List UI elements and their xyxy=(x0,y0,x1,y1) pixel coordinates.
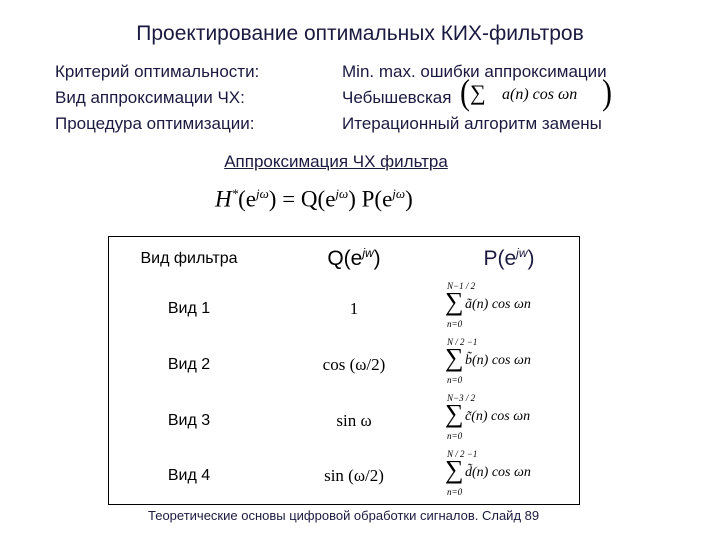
formula-exp-1: jω xyxy=(256,186,269,201)
sum-term: c̃(n) cos ωn xyxy=(465,409,531,424)
filter-p xyxy=(439,449,580,505)
filter-q: sin (ω/2) xyxy=(324,466,384,486)
chebyshev-formula xyxy=(460,72,612,113)
filter-q: cos (ω/2) xyxy=(322,354,386,374)
slide-footer: Теоретические основы цифровой обработки сигналов. Слайд 89 xyxy=(148,508,540,523)
formula-lhs: H xyxy=(215,186,232,212)
sum-symbol: ∑ xyxy=(470,80,486,105)
table-row xyxy=(109,337,580,393)
sum-upper-limit: N−1 / 2 xyxy=(447,281,476,291)
table-row xyxy=(109,393,580,449)
main-formula xyxy=(215,186,413,213)
close-paren: ) xyxy=(602,72,612,113)
criterion-label-3: Процедура оптимизации: xyxy=(55,114,255,133)
sum-upper-limit: N−3 / 2 xyxy=(447,393,476,403)
table-row xyxy=(109,281,580,337)
open-paren: ( xyxy=(460,72,470,113)
sum-icon: ∑ xyxy=(445,454,464,484)
section-subtitle: Аппроксимация ЧХ фильтра xyxy=(224,152,448,171)
filter-p xyxy=(439,393,580,449)
sum-icon: ∑ xyxy=(445,343,464,372)
header-filter-type: Вид фильтра xyxy=(140,249,238,267)
formula-exp-3: jω xyxy=(392,186,406,201)
sum-lower-limit: n=0 xyxy=(447,375,463,385)
formula-eq: ) = Q(e xyxy=(268,186,336,212)
header-q xyxy=(269,237,439,281)
sum-lower-limit: n=0 xyxy=(447,486,463,497)
criterion-label-2: Вид аппроксимации ЧХ: xyxy=(55,88,245,107)
header-q-exp: jw xyxy=(362,246,374,261)
sum-lower-limit: n=0 xyxy=(447,431,463,441)
filter-p xyxy=(439,337,580,393)
header-p-exp: jw xyxy=(516,246,528,261)
table-header-row xyxy=(109,237,580,281)
sum-icon: ∑ xyxy=(445,287,464,316)
filter-q: 1 xyxy=(349,298,359,318)
sum-upper-limit: N / 2 −1 xyxy=(447,337,478,347)
formula-lhs-arg: (e xyxy=(238,186,256,212)
header-q-end: ) xyxy=(373,247,381,271)
filter-name: Вид 1 xyxy=(167,299,211,317)
header-p-base: P(e xyxy=(483,247,517,271)
filter-types-table xyxy=(108,236,580,505)
criterion-value-1: Min. max. ошибки аппроксимации xyxy=(342,62,607,81)
formula-end: ) xyxy=(405,186,413,212)
formula-mid: ) P(e xyxy=(348,186,393,212)
formula-lhs-sup: * xyxy=(231,186,239,201)
sum-lower-limit: n=0 xyxy=(447,319,463,329)
filter-q: sin ω xyxy=(336,410,372,430)
filter-name: Вид 3 xyxy=(167,411,211,429)
slide-title: Проектирование оптимальных КИХ-фильтров xyxy=(136,22,584,45)
filter-name: Вид 4 xyxy=(167,467,211,485)
header-q-base: Q(e xyxy=(327,247,363,271)
criterion-label-1: Критерий оптимальности: xyxy=(55,62,260,81)
sum-term: b̃(n) cos ωn xyxy=(465,353,531,368)
criterion-value-2: Чебышевская xyxy=(342,88,452,107)
table-row xyxy=(109,449,580,505)
sum-upper-limit: N / 2 −1 xyxy=(447,448,478,459)
header-p xyxy=(439,237,580,281)
filter-p xyxy=(439,281,580,337)
criterion-value-3: Итерационный алгоритм замены xyxy=(342,114,602,133)
sum-icon: ∑ xyxy=(445,399,464,428)
header-p-end: ) xyxy=(527,247,535,271)
sum-term: ã(n) cos ωn xyxy=(465,297,531,312)
filter-name: Вид 2 xyxy=(167,355,211,373)
formula-body: a(n) cos ωn xyxy=(502,86,578,103)
formula-exp-2: jω xyxy=(335,186,349,201)
sum-term: d̃(n) cos ωn xyxy=(465,464,531,480)
